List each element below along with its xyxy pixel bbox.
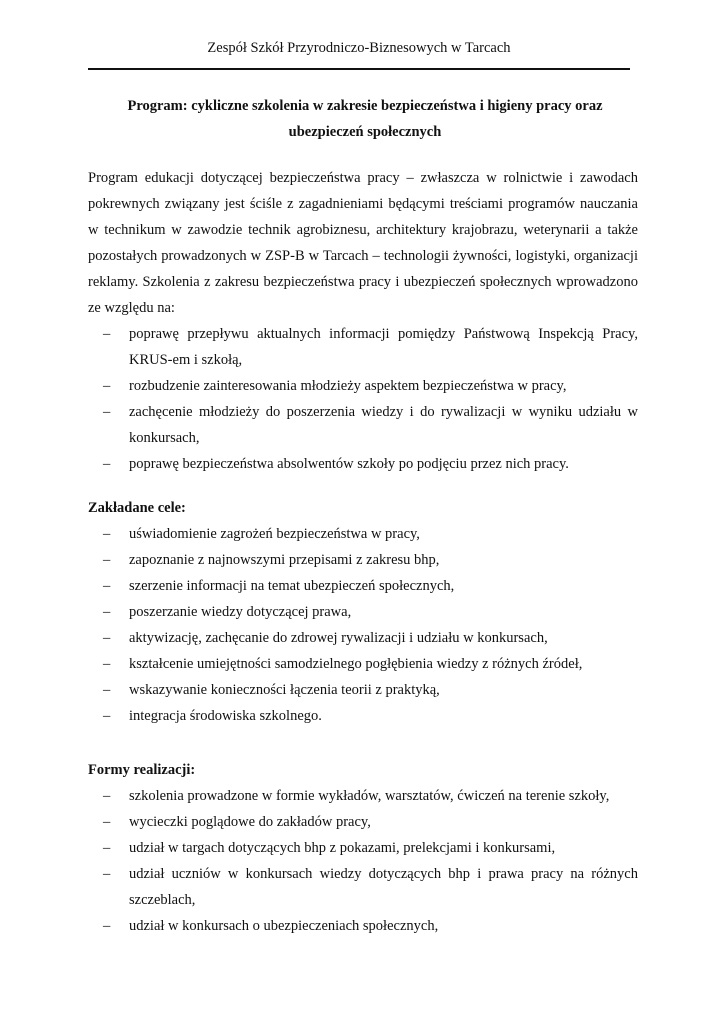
- intro-line: pokrewnych związany jest ściśle z zagadnieniami będącymi treściami programów nauczania: [88, 196, 638, 212]
- list-item-text: integracja środowiska szkolnego.: [129, 708, 322, 724]
- goals-heading: Zakładane cele:: [88, 500, 186, 516]
- dash-bullet: –: [103, 918, 111, 934]
- forms-list: [88, 783, 638, 939]
- list-item: [88, 521, 638, 547]
- list-item-text: szerzenie informacji na temat ubezpieczeń społecznych,: [129, 578, 455, 594]
- list-item-text: udział w targach dotyczących bhp z pokazami, prelekcjami i konkursami,: [129, 840, 556, 856]
- list-item: [88, 861, 638, 913]
- list-item-text: kształcenie umiejętności samodzielnego pogłębienia wiedzy z różnych źródeł,: [129, 656, 583, 672]
- dash-bullet: –: [103, 456, 111, 472]
- intro-paragraph: [88, 165, 638, 321]
- dash-bullet: –: [103, 526, 111, 542]
- list-item: [88, 321, 638, 373]
- list-item: [88, 373, 638, 399]
- list-item: [88, 399, 638, 451]
- intro-line: w technikum w zawodzie technik agrobiznesu, architektury krajobrazu, weterynarii a także: [88, 222, 638, 238]
- list-item-text: uświadomienie zagrożeń bezpieczeństwa w pracy,: [129, 526, 420, 542]
- list-item-text: zapoznanie z najnowszymi przepisami z zakresu bhp,: [129, 552, 440, 568]
- list-item: [88, 451, 638, 477]
- list-item: [88, 547, 638, 573]
- dash-bullet: –: [103, 326, 111, 342]
- page-header: Zespół Szkół Przyrodniczo-Biznesowych w Tarcach: [207, 40, 511, 56]
- dash-bullet: –: [103, 404, 111, 420]
- dash-bullet: –: [103, 578, 111, 594]
- dash-bullet: –: [103, 814, 111, 830]
- list-item-text: wycieczki poglądowe do zakładów pracy,: [129, 814, 371, 830]
- title-line-2: ubezpieczeń społecznych: [288, 124, 442, 140]
- list-item-text: poprawę bezpieczeństwa absolwentów szkoły po podjęciu przez nich pracy.: [129, 456, 569, 472]
- list-item-text: poszerzanie wiedzy dotyczącej prawa,: [129, 604, 352, 620]
- list-item: [88, 625, 638, 651]
- list-item: [88, 703, 638, 729]
- list-item: [88, 599, 638, 625]
- list-item: [88, 651, 638, 677]
- list-item-text: szkolenia prowadzone w formie wykładów, warsztatów, ćwiczeń na terenie szkoły,: [129, 788, 610, 804]
- list-item-text: wskazywanie konieczności łączenia teorii z praktyką,: [129, 682, 440, 698]
- list-item-text: aktywizację, zachęcanie do zdrowej rywalizacji i udziału w konkursach,: [129, 630, 548, 646]
- title-line-1: Program: cykliczne szkolenia w zakresie bezpieczeństwa i higieny pracy oraz: [127, 98, 603, 114]
- dash-bullet: –: [103, 708, 111, 724]
- intro-line: reklamy. Szkolenia z zakresu bezpieczeństwa pracy i ubezpieczeń społecznych wprowadzono: [88, 274, 638, 290]
- dash-bullet: –: [103, 656, 111, 672]
- list-item: [88, 573, 638, 599]
- list-item: [88, 913, 638, 939]
- list-item-text: poprawę przepływu aktualnych informacji pomiędzy Państwową Inspekcją Pracy, KRUS-em i szkołą,: [129, 326, 638, 368]
- reasons-list: [88, 321, 638, 477]
- dash-bullet: –: [103, 630, 111, 646]
- dash-bullet: –: [103, 840, 111, 856]
- list-item: [88, 783, 638, 809]
- header-divider: [88, 68, 630, 70]
- list-item-text: udział w konkursach o ubezpieczeniach społecznych,: [129, 918, 439, 934]
- dash-bullet: –: [103, 788, 111, 804]
- list-item-text: udział uczniów w konkursach wiedzy dotyczących bhp i prawa pracy na różnych szczeblach,: [129, 866, 638, 908]
- document-title: [100, 93, 630, 145]
- list-item-text: zachęcenie młodzieży do poszerzenia wiedzy i do rywalizacji w wyniku udziału w konkursach,: [129, 404, 638, 446]
- list-item: [88, 835, 638, 861]
- dash-bullet: –: [103, 682, 111, 698]
- intro-line: pozostałych prowadzonych w ZSP-B w Tarcach – technologii żywności, logistyki, organizacji: [88, 248, 638, 264]
- goals-list: [88, 521, 638, 729]
- dash-bullet: –: [103, 604, 111, 620]
- intro-line: ze względu na:: [88, 300, 175, 316]
- dash-bullet: –: [103, 552, 111, 568]
- list-item-text: rozbudzenie zainteresowania młodzieży aspektem bezpieczeństwa w pracy,: [129, 378, 567, 394]
- list-item: [88, 677, 638, 703]
- list-item: [88, 809, 638, 835]
- intro-line: Program edukacji dotyczącej bezpieczeństwa pracy – zwłaszcza w rolnictwie i zawodach: [88, 170, 638, 186]
- dash-bullet: –: [103, 378, 111, 394]
- forms-heading: Formy realizacji:: [88, 762, 196, 778]
- dash-bullet: –: [103, 866, 111, 882]
